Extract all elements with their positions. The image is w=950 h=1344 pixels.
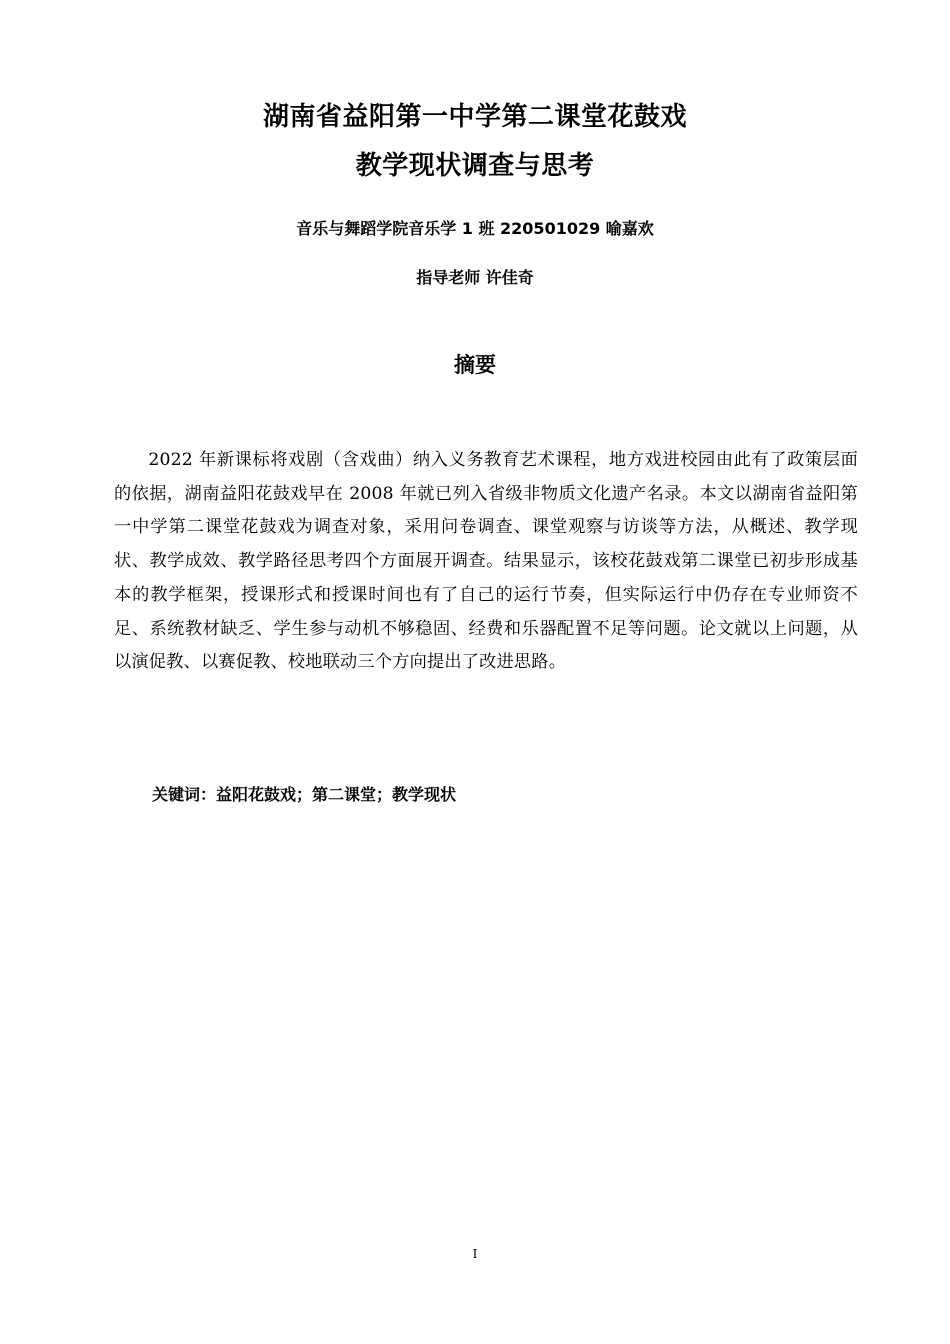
keywords-line: 关键词：益阳花鼓戏；第二课堂；教学现状	[152, 785, 457, 804]
advisor-line: 指导老师 许佳奇	[416, 268, 534, 287]
abstract-heading: 摘要	[454, 353, 496, 377]
paper-title-line-2: 教学现状调查与思考	[355, 151, 595, 181]
abstract-body: 2022 年新课标将戏剧（含戏曲）纳入义务教育艺术课程，地方戏进校园由此有了政策层面的依据，湖南益阳花鼓戏早在 2008 年就已列入省级非物质文化遗产名录。本文以湖南省益阳第一中学第二课堂花鼓戏为调查对象，采用问卷调查、课堂观察与访谈等方法，从概述、教学现状、教学成效、教学路径思考四个方面展开调查。结果显示，该校花鼓戏第二课堂已初步形成基本的教学框架，授课形式和授课时间也有了自己的运行节奏，但实际运行中仍存在专业师资不足、系统教材缺乏、学生参与动机不够稳固、经费和乐器配置不足等问题。论文就以上问题，从以演促教、以赛促教、校地联动三个方向提出了改进思路。	[114, 450, 858, 673]
paper-title-line-1: 湖南省益阳第一中学第二课堂花鼓戏	[262, 102, 687, 132]
author-line: 音乐与舞蹈学院音乐学 1 班 220501029 喻嘉欢	[296, 219, 654, 238]
page-number: I	[472, 1247, 478, 1261]
